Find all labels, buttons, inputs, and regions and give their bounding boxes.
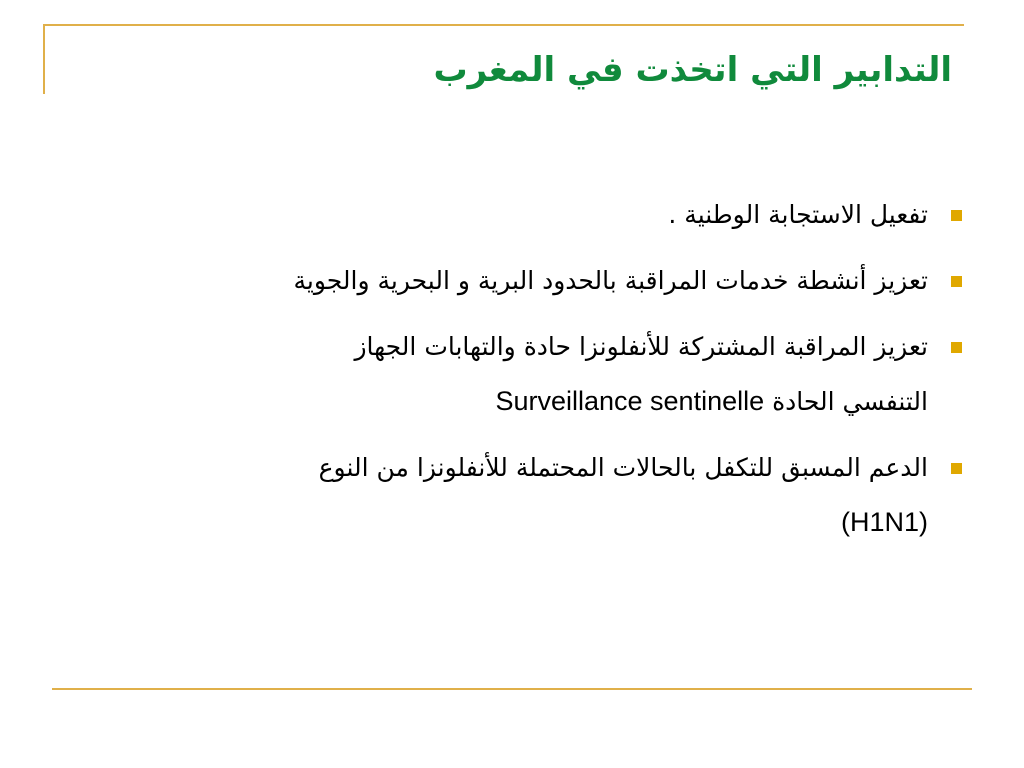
bullet-text-latin: Surveillance sentinelle <box>495 386 765 416</box>
bullet-text-arabic: التنفسي الحادة <box>772 387 928 416</box>
bullet-list <box>64 188 964 562</box>
bullet-square-icon <box>951 276 962 287</box>
bullet-text-continuation <box>64 495 928 550</box>
slide-title: التدابير التي اتخذت في المغرب <box>433 50 952 90</box>
bullet-item-h1n1-support <box>64 441 964 550</box>
bullet-square-icon <box>951 342 962 353</box>
bullet-square-icon <box>951 463 962 474</box>
bullet-text-latin: (H1N1) <box>840 507 928 537</box>
bullet-text: تفعيل الاستجابة الوطنية . <box>668 200 928 229</box>
bullet-item-border-surveillance <box>64 254 964 308</box>
bullet-item-national-response <box>64 188 964 242</box>
bullet-item-sentinel-surveillance <box>64 320 964 429</box>
slide-frame-bottom-line <box>52 688 972 690</box>
bullet-text: تعزيز أنشطة خدمات المراقبة بالحدود البرية و البحرية والجوية <box>293 266 928 295</box>
slide-frame-left-line <box>43 24 45 94</box>
bullet-text-continuation <box>64 374 928 429</box>
slide-frame-top-line <box>44 24 964 26</box>
bullet-square-icon <box>951 210 962 221</box>
bullet-text: الدعم المسبق للتكفل بالحالات المحتملة للأنفلونزا من النوع <box>318 453 928 482</box>
bullet-text: تعزيز المراقبة المشتركة للأنفلونزا حادة والتهابات الجهاز <box>354 332 928 361</box>
